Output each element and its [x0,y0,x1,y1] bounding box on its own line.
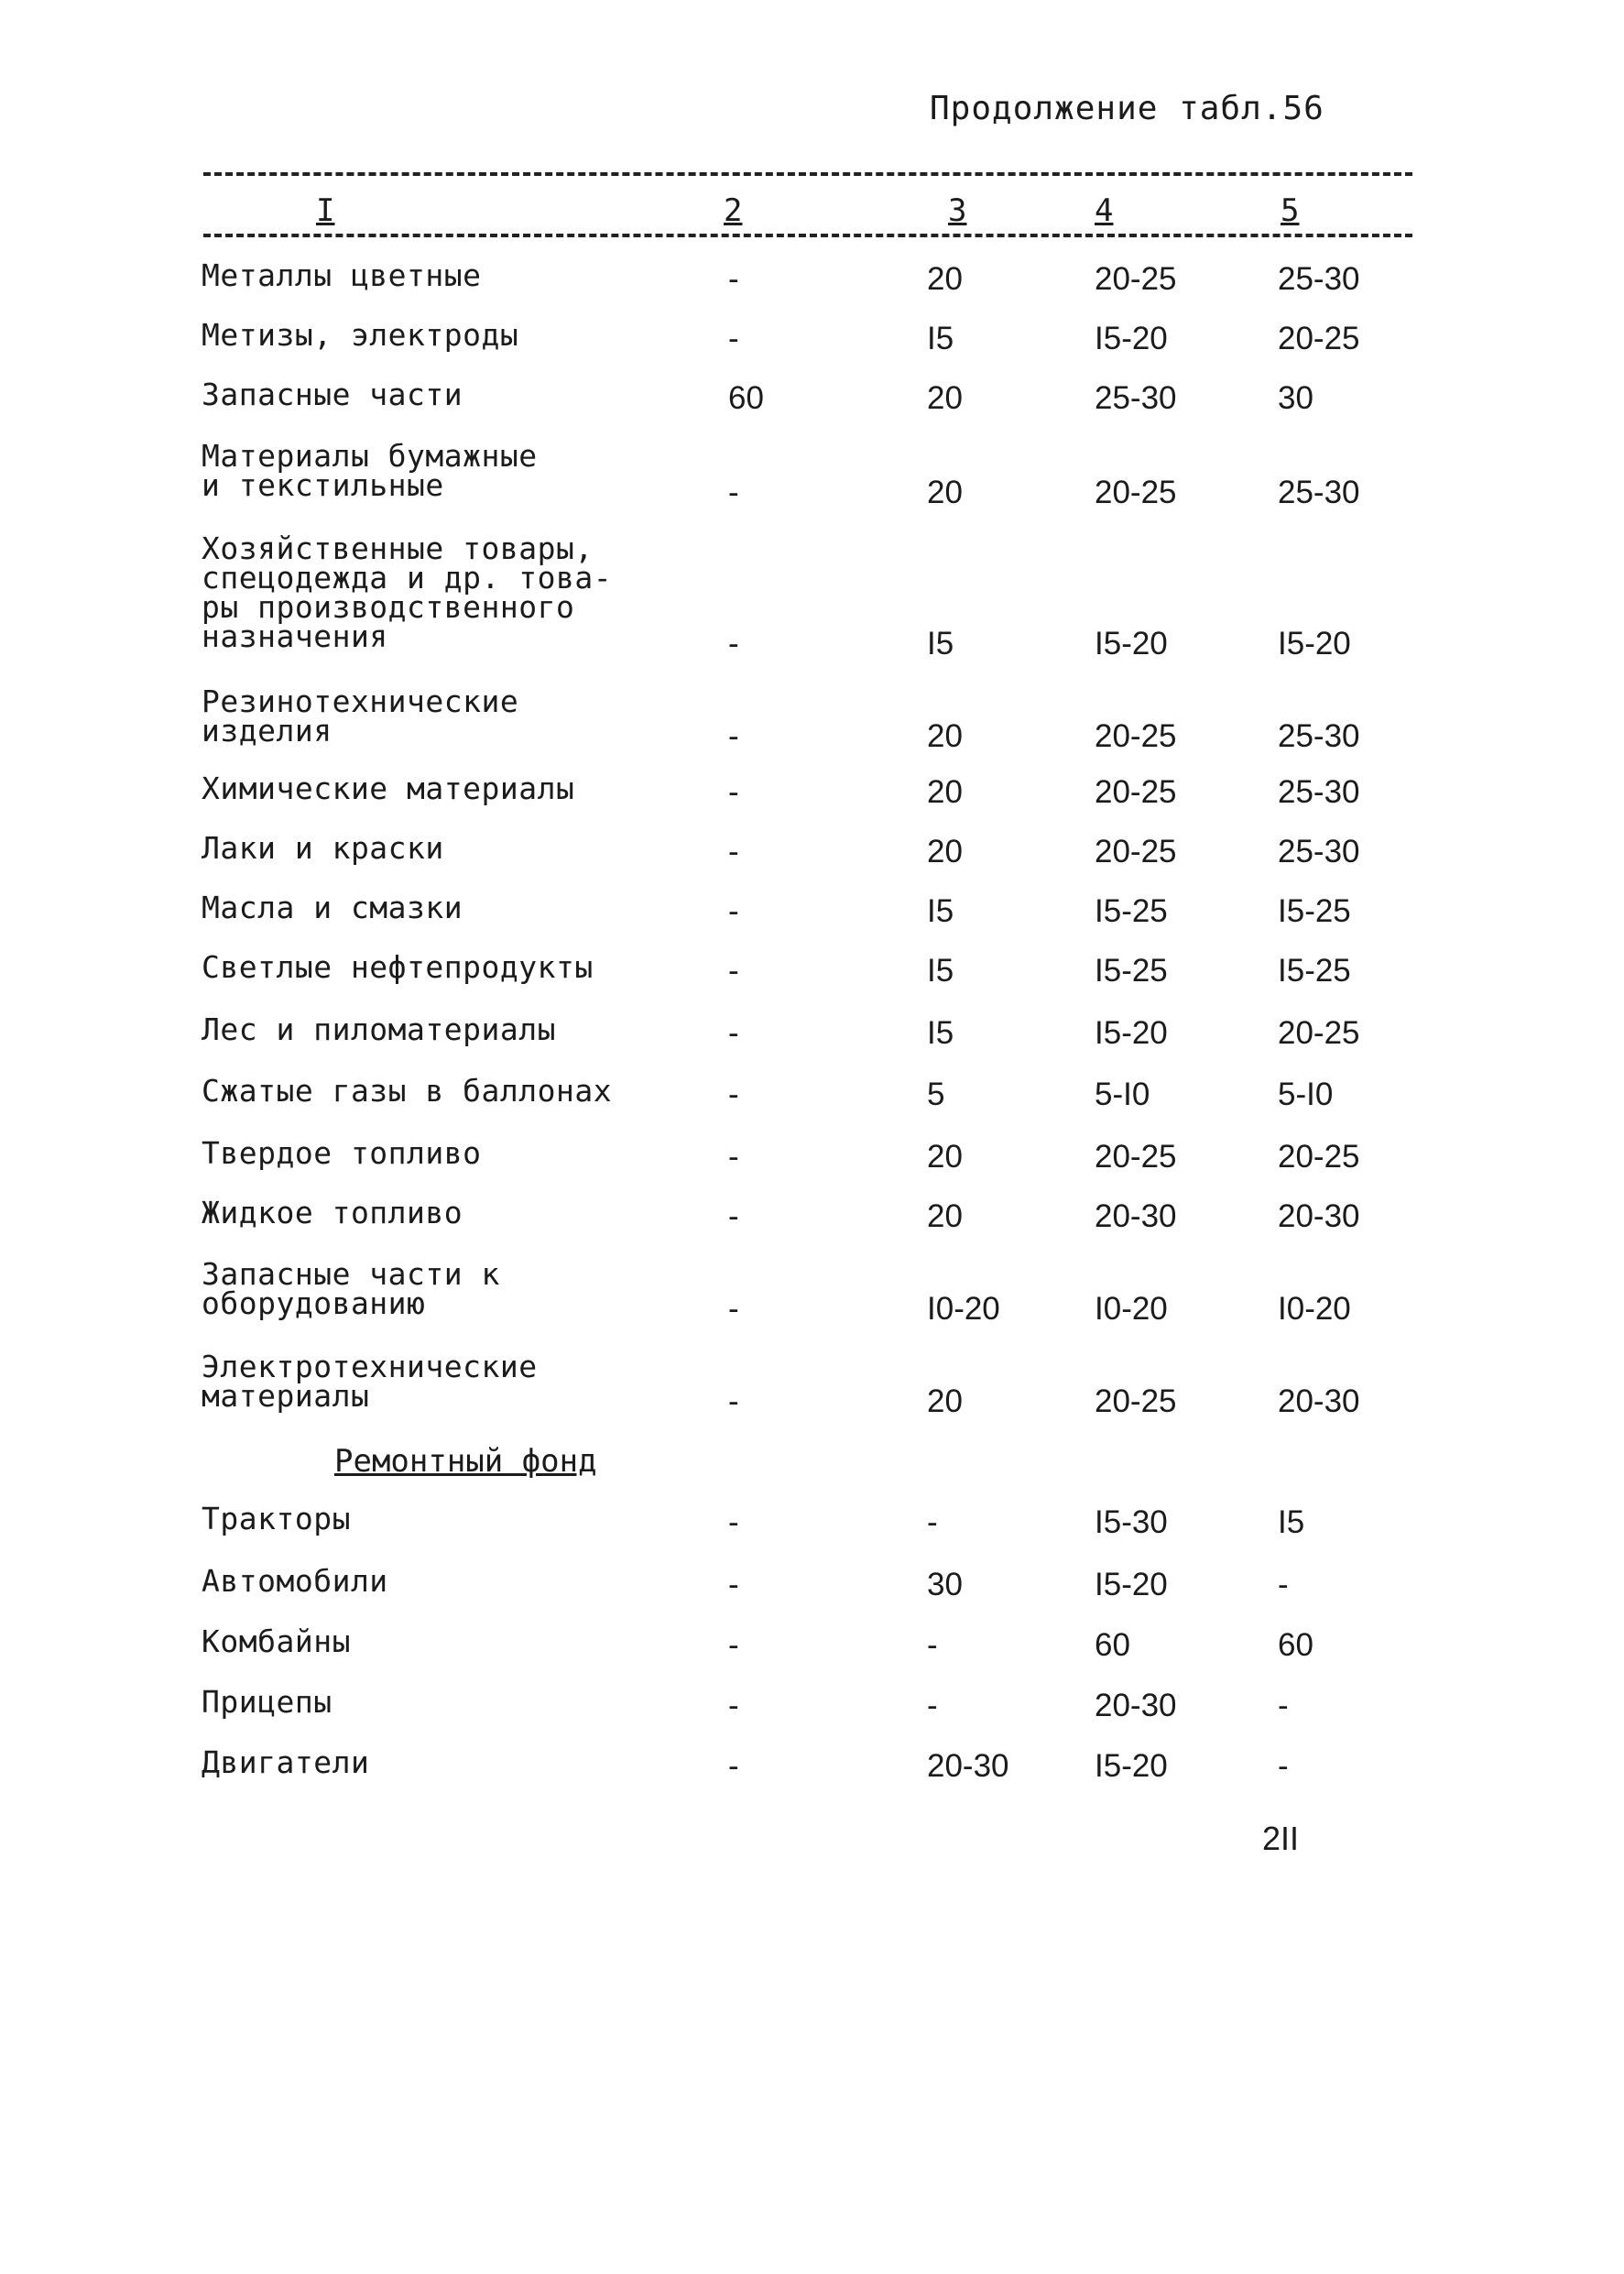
cell-c3: 20 [927,1139,963,1175]
cell-c3: 20 [927,1383,963,1419]
cell-c4: I5-25 [1095,953,1168,989]
cell-c5: 25-30 [1278,261,1360,297]
cell-c3: I0-20 [927,1291,1000,1327]
row-label: Твердое топливо [202,1135,482,1171]
cell-c4: 20-25 [1095,1383,1177,1419]
cell-c4: 25-30 [1095,380,1177,416]
cell-c5: I5-25 [1278,893,1351,929]
cell-c3: 20 [927,834,963,869]
cell-c3: 20 [927,261,963,297]
cell-c4: 20-25 [1095,261,1177,297]
row-label: Прицепы [202,1684,332,1720]
row-label: Материалы бумажные и текстильные [202,438,538,503]
cell-c4: I5-20 [1095,321,1168,356]
cell-c2: - [728,1627,739,1663]
cell-c5: 20-30 [1278,1383,1360,1419]
cell-c2: - [728,1198,739,1234]
cell-c4: 20-25 [1095,718,1177,754]
row-label: Металлы цветные [202,257,482,293]
cell-c4: 20-25 [1095,1139,1177,1175]
cell-c4: 20-25 [1095,475,1177,510]
cell-c4: I5-20 [1095,626,1168,661]
row-label: Запасные части [202,377,463,412]
cell-c5: 25-30 [1278,834,1360,869]
cell-c3: 30 [927,1567,963,1602]
row-label: Запасные части к оборудованию [202,1256,500,1321]
cell-c2: - [728,953,739,989]
cell-c4: 5-I0 [1095,1077,1150,1112]
cell-c5: I5-20 [1278,626,1351,661]
cell-c3: 20 [927,1198,963,1234]
row-label: Масла и смазки [202,890,463,925]
row-label: Сжатые газы в баллонах [202,1073,613,1109]
cell-c3: 20 [927,774,963,810]
table-top-rule [203,172,1412,176]
cell-c5: 20-30 [1278,1198,1360,1234]
cell-c3: 5 [927,1077,945,1112]
cell-c3: 20 [927,475,963,510]
cell-c2: - [728,774,739,810]
cell-c4: 20-25 [1095,834,1177,869]
cell-c5: - [1278,1688,1289,1723]
cell-c3: - [927,1688,938,1723]
header-col-5: 5 [1281,192,1300,229]
cell-c5: I0-20 [1278,1291,1351,1327]
cell-c2: - [728,1077,739,1112]
cell-c5: 25-30 [1278,718,1360,754]
row-label: Лес и пиломатериалы [202,1011,556,1047]
cell-c3: - [927,1627,938,1663]
row-label: Комбайны [202,1624,351,1659]
cell-c2: - [728,1504,739,1540]
cell-c2: - [728,1291,739,1327]
cell-c2: - [728,1567,739,1602]
cell-c4: 20-25 [1095,774,1177,810]
row-label: Автомобили [202,1563,388,1599]
row-label: Двигатели [202,1744,370,1780]
cell-c4: I5-20 [1095,1567,1168,1602]
cell-c3: - [927,1504,938,1540]
cell-c4: I5-20 [1095,1015,1168,1051]
header-col-1: I [316,192,335,229]
cell-c5: 20-25 [1278,1015,1360,1051]
header-col-4: 4 [1095,192,1114,229]
cell-c5: - [1278,1748,1289,1784]
row-label: Химические материалы [202,771,575,806]
cell-c5: 20-25 [1278,321,1360,356]
section-title: Ремонтный фонд [334,1443,597,1480]
cell-c2: - [728,626,739,661]
cell-c4: I5-20 [1095,1748,1168,1784]
cell-c2: - [728,321,739,356]
cell-c4: 60 [1095,1627,1130,1663]
cell-c4: 20-30 [1095,1198,1177,1234]
header-col-3: 3 [948,192,967,229]
cell-c4: I0-20 [1095,1291,1168,1327]
row-label: Лаки и краски [202,830,444,866]
cell-c5: 5-I0 [1278,1077,1334,1112]
cell-c3: 20 [927,380,963,416]
cell-c5: 30 [1278,380,1313,416]
row-label: Светлые нефтепродукты [202,949,594,985]
row-label: Резинотехнические изделия [202,683,519,749]
cell-c2: - [728,1748,739,1784]
cell-c3: I5 [927,1015,954,1051]
cell-c3: I5 [927,626,954,661]
cell-c5: I5-25 [1278,953,1351,989]
cell-c5: 25-30 [1278,475,1360,510]
table-header-row [0,192,1624,238]
cell-c2: - [728,475,739,510]
cell-c5: 60 [1278,1627,1313,1663]
cell-c5: 25-30 [1278,774,1360,810]
cell-c2: - [728,1688,739,1723]
cell-c3: I5 [927,953,954,989]
cell-c5: 20-25 [1278,1139,1360,1175]
cell-c5: I5 [1278,1504,1305,1540]
header-col-2: 2 [724,192,743,229]
cell-c3: 20 [927,718,963,754]
cell-c2: - [728,1139,739,1175]
row-label: Жидкое топливо [202,1195,463,1230]
cell-c2: - [728,834,739,869]
cell-c2: - [728,261,739,297]
row-label: Метизы, электроды [202,317,519,353]
cell-c3: I5 [927,893,954,929]
row-label: Электротехнические материалы [202,1349,538,1414]
row-label: Тракторы [202,1501,351,1536]
table-header-rule [203,234,1412,237]
cell-c4: I5-30 [1095,1504,1168,1540]
cell-c2: 60 [728,380,764,416]
cell-c2: - [728,718,739,754]
cell-c4: I5-25 [1095,893,1168,929]
cell-c4: 20-30 [1095,1688,1177,1723]
page-number: 2II [1262,1820,1300,1857]
cell-c2: - [728,893,739,929]
table-continuation-title: Продолжение табл.56 [930,90,1324,127]
cell-c3: 20-30 [927,1748,1009,1784]
cell-c3: I5 [927,321,954,356]
cell-c2: - [728,1015,739,1051]
cell-c2: - [728,1383,739,1419]
row-label: Хозяйственные товары, спецодежда и др. това- ры производственного назначения [202,530,613,654]
cell-c5: - [1278,1567,1289,1602]
